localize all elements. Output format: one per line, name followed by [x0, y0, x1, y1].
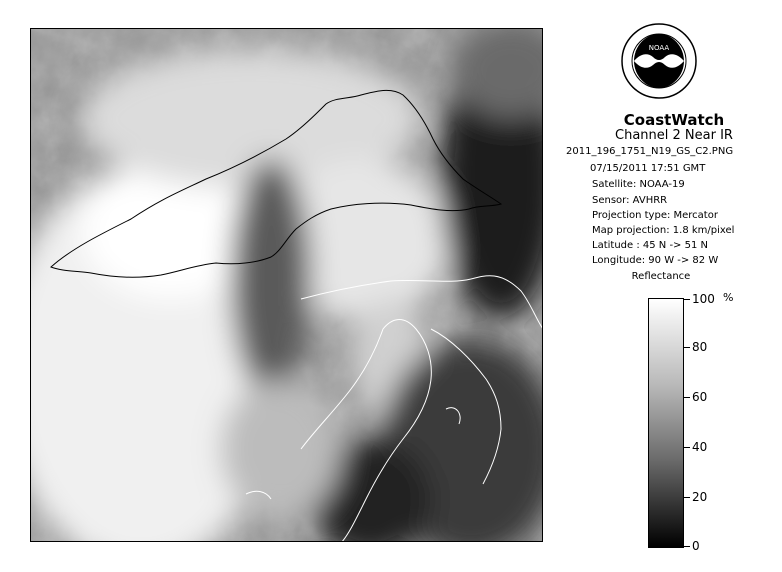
- tick-label-40: 40: [692, 440, 708, 454]
- sensor-label: Sensor: AVHRR: [592, 195, 668, 206]
- map-image: [31, 29, 543, 542]
- logo-text: NOAA: [648, 44, 670, 52]
- tick-mark: [684, 299, 690, 300]
- noaa-logo: [621, 23, 697, 99]
- file-name: 2011_196_1751_N19_GS_C2.PNG: [566, 146, 734, 157]
- channel-label: Channel 2 Near IR: [615, 128, 733, 143]
- tick-label-100: 100: [692, 292, 715, 306]
- latitude-range: Latitude : 45 N -> 51 N: [592, 240, 708, 251]
- cloud-fields: [31, 29, 543, 542]
- tick-label-20: 20: [692, 490, 708, 504]
- tick-label-0: 0: [692, 539, 700, 553]
- projection-type: Projection type: Mercator: [592, 210, 718, 221]
- tick-label-80: 80: [692, 340, 708, 354]
- tick-label-60: 60: [692, 390, 708, 404]
- tick-mark: [684, 497, 690, 498]
- tick-mark: [684, 546, 690, 547]
- legend-unit: %: [723, 291, 734, 304]
- tick-mark: [684, 447, 690, 448]
- product-title: CoastWatch: [623, 111, 725, 129]
- tick-mark: [684, 347, 690, 348]
- reflectance-colorbar: [648, 298, 684, 548]
- tick-mark: [684, 397, 690, 398]
- legend-title: Reflectance: [631, 271, 691, 282]
- map-projection: Map projection: 1.8 km/pixel: [592, 225, 735, 236]
- longitude-range: Longitude: 90 W -> 82 W: [592, 255, 719, 266]
- satellite-map[interactable]: [30, 28, 543, 542]
- satellite-label: Satellite: NOAA-19: [592, 179, 685, 190]
- date-time: 07/15/2011 17:51 GMT: [590, 163, 706, 174]
